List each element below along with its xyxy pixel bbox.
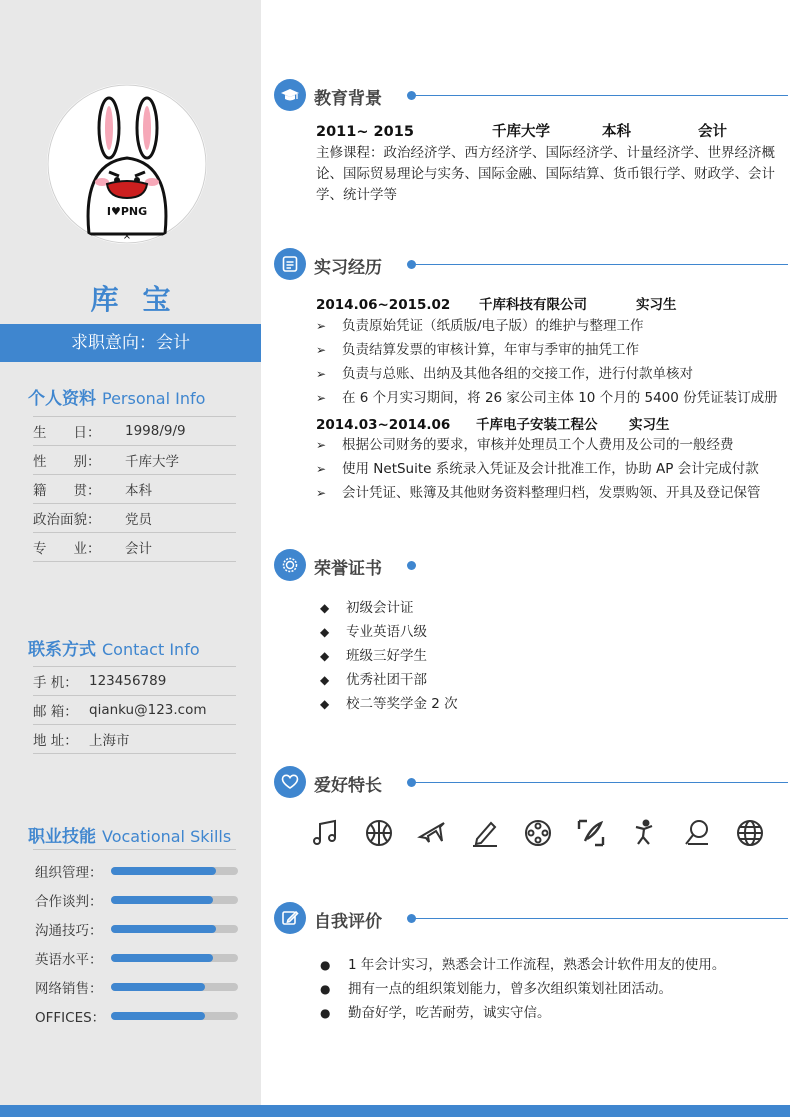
film-reel-icon — [520, 815, 556, 851]
info-row — [33, 417, 236, 446]
skill-bar-track — [111, 896, 238, 904]
personal-info-title — [28, 384, 205, 409]
skill-bar-fill — [111, 954, 213, 962]
section-line — [414, 918, 788, 919]
job-duties-list — [316, 433, 786, 505]
contact-row — [33, 725, 236, 754]
info-row — [33, 475, 236, 504]
list-item — [316, 338, 786, 362]
diamond-bullet-icon: ◆ — [320, 673, 330, 687]
bullet-arrow-icon: ➢ — [316, 391, 327, 405]
globe-icon — [732, 815, 768, 851]
info-key: 政治面貌： — [33, 512, 101, 528]
honor-text: 班级三好学生 — [346, 648, 427, 664]
contact-key: 地 址： — [33, 733, 78, 749]
diamond-bullet-icon: ◆ — [320, 601, 330, 615]
info-row — [33, 504, 236, 533]
contact-info-title — [28, 635, 200, 660]
list-item — [320, 692, 458, 716]
contact-key: 手 机： — [33, 675, 78, 691]
job-period: 2014.06~2015.02 — [316, 297, 451, 313]
eval-text: 勤奋好学，吃苦耐劳，诚实守信。 — [348, 1005, 551, 1021]
list-item — [320, 620, 458, 644]
skill-row — [35, 972, 240, 1001]
skill-bar-track — [111, 983, 238, 991]
basketball-icon — [361, 815, 397, 851]
dance-icon — [626, 815, 662, 851]
skill-row — [35, 885, 240, 914]
education-major: 会计 — [698, 124, 727, 140]
list-item — [316, 362, 786, 386]
skill-bar-fill — [111, 867, 216, 875]
duty-text: 使用 NetSuite 系统录入凭证及会计批准工作，协助 AP 会计完成付款 — [342, 461, 759, 477]
contact-key: 邮 箱： — [33, 704, 78, 720]
list-item — [320, 1001, 725, 1025]
section-line — [414, 782, 788, 783]
hobbies-section-header — [274, 766, 790, 800]
info-value: 党员 — [125, 512, 152, 528]
skill-row — [35, 943, 240, 972]
job-intent: 求职意向：会计 — [0, 324, 261, 362]
duty-text: 负责结算发票的审核计算，年审与季审的抽凭工作 — [342, 342, 639, 358]
job-role: 实习生 — [636, 297, 677, 313]
diamond-bullet-icon: ◆ — [320, 625, 330, 639]
skill-name: 沟通技巧： — [35, 922, 103, 939]
job-role: 实习生 — [629, 417, 670, 433]
duty-text: 根据公司财务的要求，审核并处理员工个人费用及公司的一般经费 — [342, 437, 734, 453]
education-summary — [316, 120, 727, 141]
medal-icon — [274, 549, 306, 581]
address-value: 上海市 — [89, 733, 130, 749]
education-courses: 主修课程：政治经济学、西方经济学、国际经济学、计量经济学、世界经济概论、国际贸易理论与实务、国际金融、国际结算、货币银行学、财政学、会计学、统计学等 — [316, 145, 775, 203]
badminton-icon — [679, 815, 715, 851]
skills-list — [35, 856, 240, 1030]
contact-info-list — [33, 666, 236, 754]
skill-name: 英语水平： — [35, 951, 103, 968]
duty-text: 负责与总账、出纳及其他各组的交接工作，进行付款单核对 — [342, 366, 693, 382]
skill-name: 合作谈判： — [35, 893, 103, 910]
education-title: 教育背景 — [314, 89, 382, 109]
contact-info-title-en: Contact Info — [102, 640, 200, 659]
graduation-cap-icon — [274, 79, 306, 111]
skills-divider — [33, 849, 236, 850]
skill-row — [35, 914, 240, 943]
duty-text: 在 6 个月实习期间，将 26 家公司主体 10 个月的 5400 份凭证装订成册 — [342, 390, 778, 406]
phone-value: 123456789 — [89, 673, 167, 689]
education-school: 千库大学 — [492, 124, 550, 140]
list-item — [316, 481, 786, 505]
self-eval-title: 自我评价 — [314, 912, 382, 932]
pen-icon — [467, 815, 503, 851]
bullet-arrow-icon: ➢ — [316, 343, 327, 357]
heart-icon — [274, 766, 306, 798]
section-dot — [407, 561, 416, 570]
skill-name: OFFICES： — [35, 1009, 106, 1026]
info-key: 生 日： — [33, 425, 101, 441]
info-key: 性 别： — [33, 454, 101, 470]
education-degree: 本科 — [602, 124, 631, 140]
list-item — [316, 457, 786, 481]
diamond-bullet-icon: ◆ — [320, 649, 330, 663]
honor-text: 校二等奖学金 2 次 — [346, 696, 458, 712]
skill-row — [35, 1001, 240, 1030]
skill-bar-fill — [111, 983, 205, 991]
bullet-arrow-icon: ➢ — [316, 438, 327, 452]
writing-icon — [573, 815, 609, 851]
skill-bar-fill — [111, 925, 216, 933]
rabbit-avatar-icon — [47, 84, 207, 244]
eval-text: 1 年会计实习，熟悉会计工作流程，熟悉会计软件用友的使用。 — [348, 957, 726, 973]
list-item — [320, 977, 725, 1001]
info-value: 1998/9/9 — [125, 423, 186, 439]
honors-list — [320, 596, 458, 716]
honor-text: 专业英语八级 — [346, 624, 427, 640]
info-value: 会计 — [125, 541, 152, 557]
list-item — [316, 433, 786, 457]
personal-info-title-cn: 个人资料 — [28, 389, 96, 409]
honor-text: 优秀社团干部 — [346, 672, 427, 688]
skills-title-cn: 职业技能 — [28, 827, 96, 847]
job-header — [316, 293, 677, 313]
self-eval-section-header — [274, 902, 790, 936]
duty-text: 会计凭证、账簿及其他财务资料整理归档，发票购领、开具及登记保管 — [342, 485, 761, 501]
list-item — [320, 596, 458, 620]
honor-text: 初级会计证 — [346, 600, 414, 616]
job-header — [316, 413, 670, 433]
job-period: 2014.03~2014.06 — [316, 417, 451, 433]
job-duties-list — [316, 314, 786, 410]
list-item — [320, 953, 725, 977]
bullet-arrow-icon: ➢ — [316, 367, 327, 381]
job-company: 千库电子安装工程公 — [476, 417, 598, 433]
internship-title: 实习经历 — [314, 258, 382, 278]
edit-icon — [274, 902, 306, 934]
section-line — [414, 264, 788, 265]
personal-info-title-en: Personal Info — [102, 389, 206, 408]
education-section-header — [274, 79, 790, 113]
skill-bar-track — [111, 867, 238, 875]
avatar — [47, 84, 207, 244]
document-icon — [274, 248, 306, 280]
music-icon — [308, 815, 344, 851]
info-value: 千库大学 — [125, 454, 179, 470]
self-eval-list — [320, 953, 725, 1025]
skills-title — [28, 822, 231, 847]
skills-title-en: Vocational Skills — [102, 827, 232, 846]
section-line — [414, 95, 788, 96]
avatar-text: I♥PNG — [106, 205, 148, 218]
honors-section-header — [274, 549, 790, 583]
skill-bar-track — [111, 954, 238, 962]
list-item — [316, 314, 786, 338]
candidate-name: 库宝 — [90, 283, 195, 316]
skill-name: 网络销售： — [35, 980, 103, 997]
personal-info-list — [33, 416, 236, 562]
eval-text: 拥有一点的组织策划能力，曾多次组织策划社团活动。 — [348, 981, 672, 997]
skill-bar-fill — [111, 1012, 205, 1020]
job-company: 千库科技有限公司 — [479, 297, 587, 313]
skill-bar-fill — [111, 896, 213, 904]
dot-bullet-icon: ● — [320, 958, 331, 972]
skill-row — [35, 856, 240, 885]
info-row — [33, 446, 236, 475]
skill-name: 组织管理： — [35, 864, 103, 881]
info-row — [33, 533, 236, 562]
contact-info-title-cn: 联系方式 — [28, 640, 96, 660]
honors-title: 荣誉证书 — [314, 559, 382, 579]
diamond-bullet-icon: ◆ — [320, 697, 330, 711]
info-key: 籍 贯： — [33, 483, 101, 499]
dot-bullet-icon: ● — [320, 1006, 331, 1020]
hobbies-title: 爱好特长 — [314, 776, 382, 796]
bullet-arrow-icon: ➢ — [316, 462, 327, 476]
bullet-arrow-icon: ➢ — [316, 319, 327, 333]
info-value: 本科 — [125, 483, 152, 499]
bullet-arrow-icon: ➢ — [316, 486, 327, 500]
education-years: 2011~ 2015 — [316, 124, 414, 140]
email-value[interactable]: qianku@123.com — [89, 702, 207, 718]
list-item — [320, 644, 458, 668]
contact-row — [33, 696, 236, 725]
skill-bar-track — [111, 925, 238, 933]
svg-text:×: × — [122, 231, 132, 242]
info-key: 专 业： — [33, 541, 101, 557]
internship-section-header — [274, 248, 790, 282]
bottom-bar — [0, 1105, 790, 1117]
skill-bar-track — [111, 1012, 238, 1020]
list-item — [320, 668, 458, 692]
airplane-icon — [414, 815, 450, 851]
list-item — [316, 386, 786, 410]
contact-row — [33, 667, 236, 696]
duty-text: 负责原始凭证（纸质版/电子版）的维护与整理工作 — [342, 318, 644, 334]
hobbies-icons — [308, 815, 768, 855]
dot-bullet-icon: ● — [320, 982, 331, 996]
